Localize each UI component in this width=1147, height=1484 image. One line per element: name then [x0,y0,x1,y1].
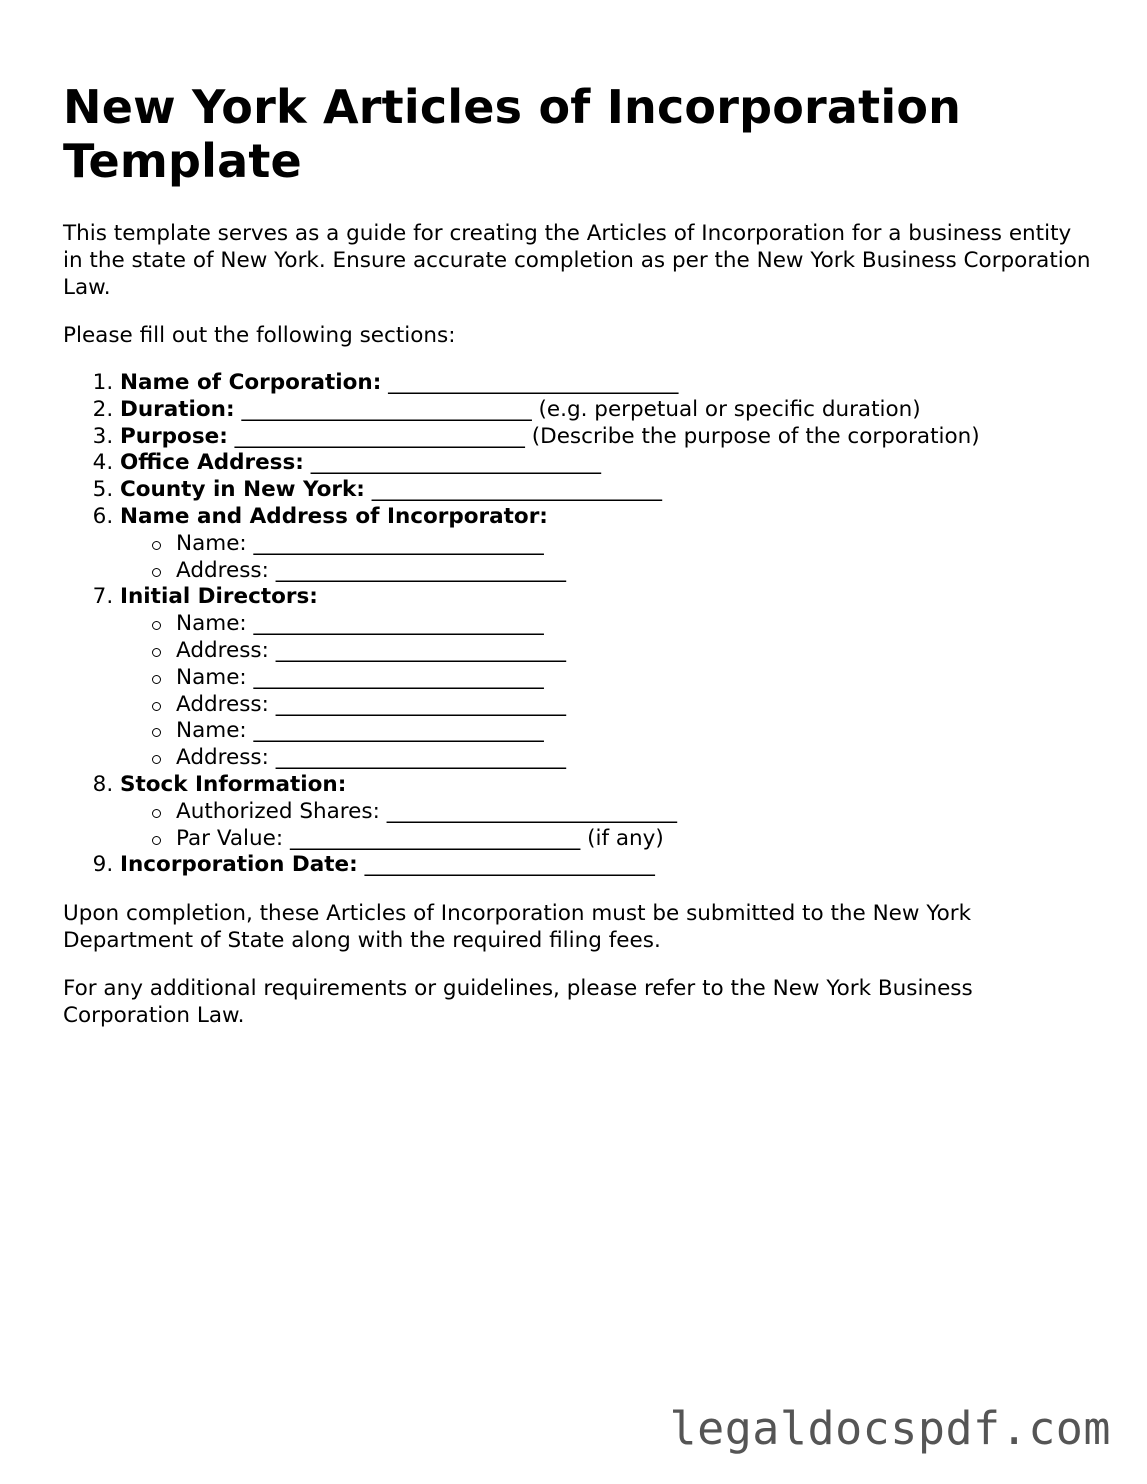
section-label: Name and Address of Incorporator: [120,503,548,529]
field-label: Address: [176,637,269,663]
section-incorporator [120,504,1093,584]
field-note: (if any) [587,825,664,851]
blank-line: ___________________________ [386,798,677,824]
field-label: Authorized Shares: [176,798,380,824]
section-purpose [120,424,1093,451]
sections-list [63,370,1093,879]
director-name-field [176,665,1093,692]
page-title: New York Articles of Incorporation Template [63,80,962,188]
blank-line: ___________________________ [364,852,655,878]
section-note: (Describe the purpose of the corporation) [531,423,980,449]
blank-line: ___________________________ [253,611,544,637]
blank-line: ___________________________ [275,557,566,583]
section-label: Incorporation Date: [120,852,358,878]
director-address-field [176,692,1093,719]
reference-paragraph: For any additional requirements or guidelines, please refer to the New York Business Corporation Law. [63,976,973,1029]
blank-line: ___________________________ [289,825,581,851]
stock-fields [120,799,1093,853]
section-label: Purpose: [120,423,228,449]
field-label: Name: [176,611,247,637]
blank-line: ___________________________ [275,691,566,717]
section-office-address [120,450,1093,477]
field-label: Par Value: [176,825,284,851]
section-label: County in New York: [120,477,365,503]
intro-paragraph: This template serves as a guide for creating the Articles of Incorporation for a business entity in the state of New York. Ensure accurate completion as per the New York Business Corporation Law. [63,221,1091,300]
section-initial-directors [120,584,1093,772]
blank-line: ___________________________ [253,530,544,556]
watermark-logo: legaldocspdf.com [669,1402,1111,1455]
section-label: Initial Directors: [120,584,318,610]
directors-fields [120,611,1093,772]
field-label: Address: [176,557,269,583]
incorporator-address-field [176,558,1093,585]
section-label: Stock Information: [120,771,347,797]
blank-line: ___________________________ [310,450,601,476]
document-page [63,80,1093,1050]
director-name-field [176,611,1093,638]
blank-line: ___________________________ [253,664,544,690]
field-label: Name: [176,664,247,690]
field-label: Address: [176,745,269,771]
section-duration [120,397,1093,424]
closing-paragraph: Upon completion, these Articles of Incorporation must be submitted to the New York Department of State along with the required filing fees. [63,901,972,954]
section-label: Office Address: [120,450,304,476]
director-address-field [176,745,1093,772]
section-name-of-corporation [120,370,1093,397]
field-label: Name: [176,718,247,744]
section-county [120,477,1093,504]
blank-line: ___________________________ [388,370,679,395]
blank-line: ___________________________ [253,718,544,744]
incorporator-fields [120,531,1093,585]
blank-line: ___________________________ [371,477,662,503]
authorized-shares-field [176,799,1093,826]
blank-line: ___________________________ [234,423,525,449]
section-label: Name of Corporation: [120,370,382,395]
section-incorporation-date [120,852,1093,879]
section-note: (e.g. perpetual or specific duration) [538,396,921,422]
par-value-field [176,826,1093,853]
field-label: Name: [176,530,247,556]
field-label: Address: [176,691,269,717]
incorporator-name-field [176,531,1093,558]
blank-line: ___________________________ [275,745,566,771]
director-address-field [176,638,1093,665]
blank-line: ___________________________ [241,396,532,422]
director-name-field [176,718,1093,745]
section-label: Duration: [120,396,235,422]
blank-line: ___________________________ [275,637,566,663]
section-stock-information [120,772,1093,852]
instruction-text: Please fill out the following sections: [63,323,456,348]
